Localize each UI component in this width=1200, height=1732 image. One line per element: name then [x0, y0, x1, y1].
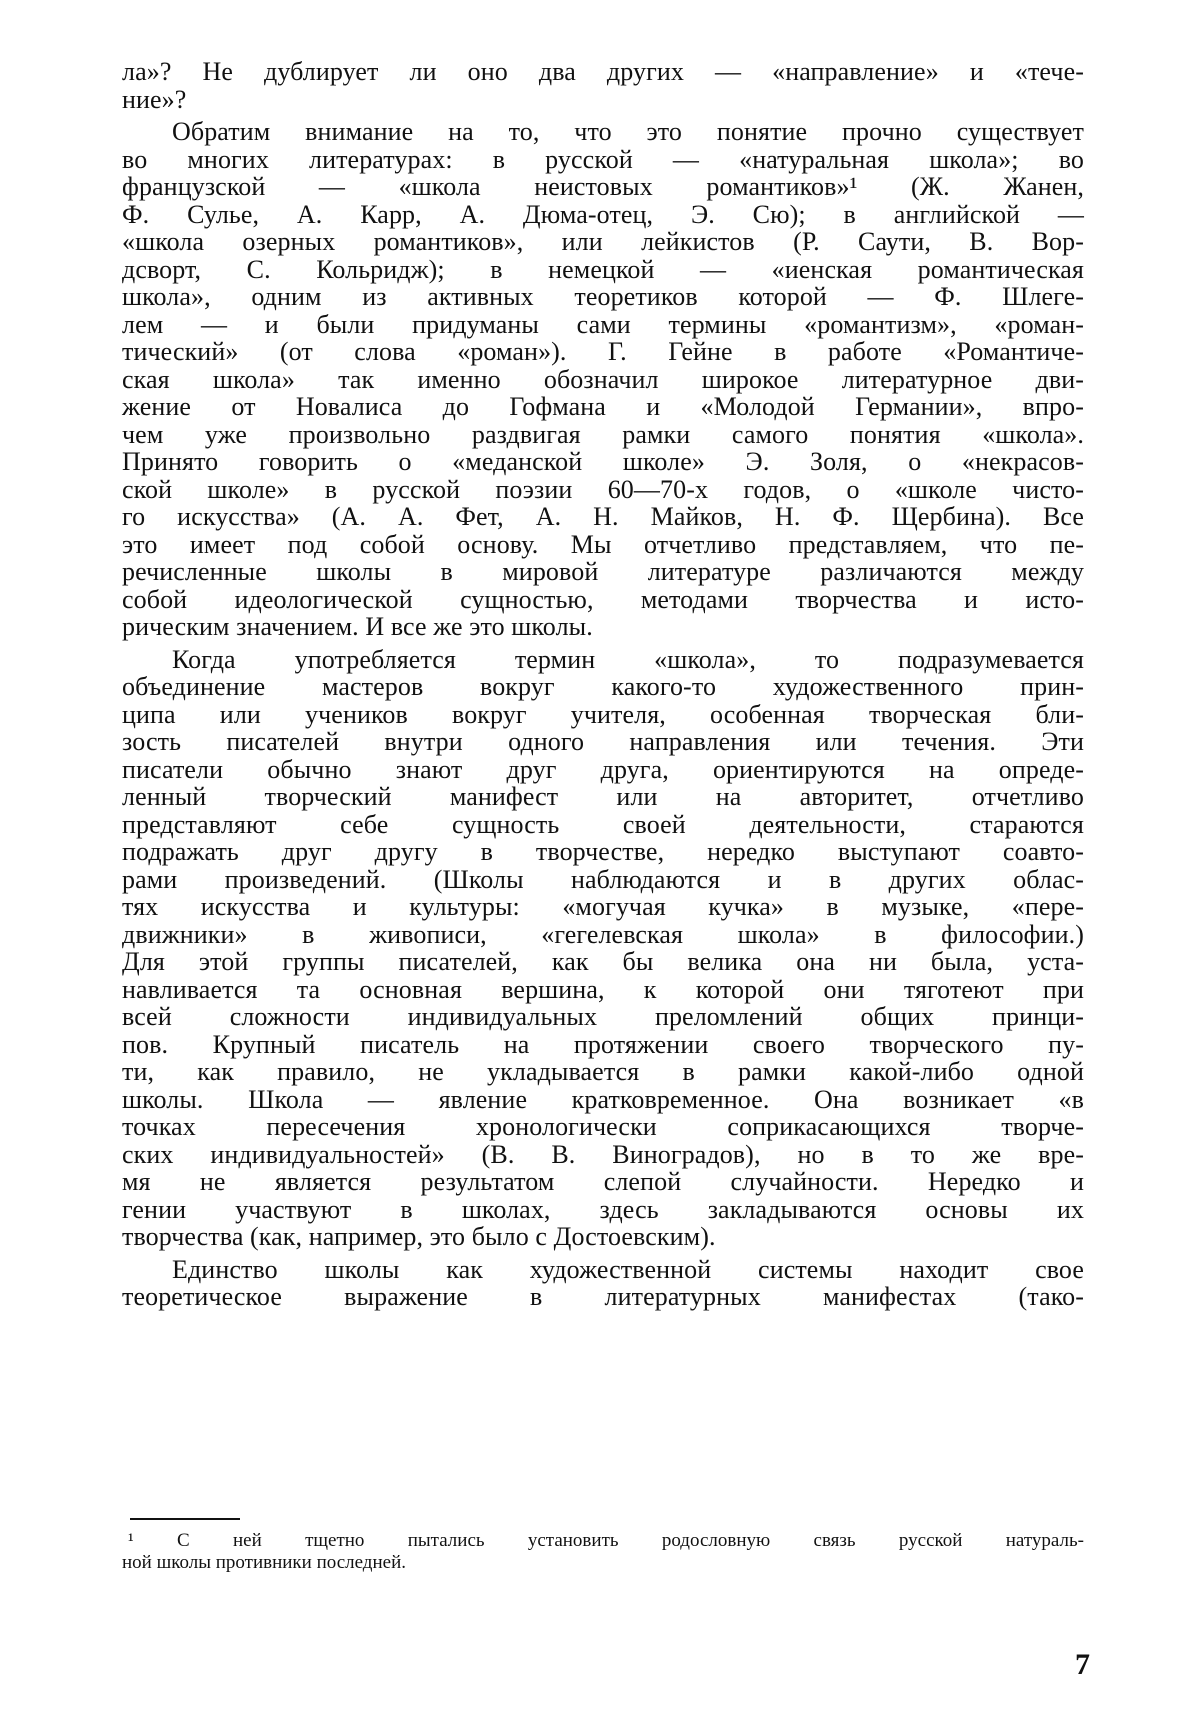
- text-line: гении участвуют в школах, здесь закладываются основы их: [122, 1194, 1084, 1224]
- text-line: тический» (от слова «роман»). Г. Гейне в работе «Романтиче-: [122, 337, 1084, 366]
- text-line: школы. Школа — явление кратковременное. Она возникает «в: [122, 1084, 1084, 1114]
- text-line: тях искусства и культуры: «могучая кучка» в музыке, «пере-: [122, 892, 1084, 921]
- text-line: ленный творческий манифест или на авторитет, отчетливо: [122, 782, 1084, 811]
- text-line: ской школе» в русской поэзии 60—70-х годов, о «школе чисто-: [122, 474, 1084, 504]
- text-line: объединение мастеров вокруг какого-то художественного прин-: [122, 672, 1084, 701]
- text-line: Обратим внимание на то, что это понятие прочно существует: [172, 117, 1084, 146]
- text-line: жение от Новалиса до Гофмана и «Молодой Германии», впро-: [122, 392, 1084, 421]
- text-line: рами произведений. (Школы наблюдаются и в других облас-: [122, 864, 1084, 894]
- text-line: Когда употребляется термин «школа», то подразумевается: [172, 644, 1084, 674]
- text-line: ских индивидуальностей» (В. В. Виноградов), но в то же вре-: [122, 1139, 1084, 1169]
- text-line: теоретическое выражение в литературных манифестах (тако-: [122, 1282, 1084, 1311]
- text-line: это имеет под собой основу. Мы отчетливо представляем, что пе-: [122, 529, 1084, 559]
- text-line: навливается та основная вершина, к которой они тяготеют при: [122, 974, 1084, 1004]
- footnote-line: ной школы противники последней.: [122, 1552, 406, 1573]
- text-line: «школа озерных романтиков», или лейкистов (Р. Саути, В. Вор-: [122, 227, 1084, 256]
- page-number: 7: [1075, 1648, 1090, 1681]
- text-line: творчества (как, например, это было с Достоевским).: [122, 1222, 716, 1251]
- text-line: го искусства» (А. А. Фет, А. Н. Майков, Н. Ф. Щербина). Все: [122, 502, 1084, 531]
- text-line: писатели обычно знают друг друга, ориентируются на опреде-: [122, 754, 1084, 784]
- text-line: речисленные школы в мировой литературе различаются между: [122, 557, 1084, 586]
- text-line: точках пересечения хронологически соприкасающихся творче-: [122, 1112, 1084, 1141]
- text-line: ципа или учеников вокруг учителя, особенная творческая бли-: [122, 699, 1084, 729]
- text-line: движники» в живописи, «гегелевская школа» в философии.): [122, 919, 1084, 949]
- footnote-line: ¹ С ней тщетно пытались установить родословную связь русской натураль-: [128, 1530, 1084, 1551]
- text-line: чем уже произвольно раздвигая рамки самого понятия «школа».: [122, 419, 1084, 449]
- text-line: рическим значением. И все же это школы.: [122, 612, 593, 641]
- text-line: ние»?: [122, 84, 187, 114]
- text-line: мя не является результатом слепой случайности. Нередко и: [122, 1167, 1084, 1196]
- text-line: ская школа» так именно обозначил широкое литературное дви-: [122, 364, 1084, 394]
- text-line: дсворт, С. Кольридж); в немецкой — «иенская романтическая: [122, 254, 1084, 284]
- text-line: лем — и были придуманы сами термины «романтизм», «роман-: [122, 309, 1084, 339]
- text-line: зость писателей внутри одного направления или течения. Эти: [122, 727, 1084, 756]
- text-line: представляют себе сущность своей деятельности, стараются: [122, 809, 1084, 839]
- text-line: всей сложности индивидуальных преломлений общих принци-: [122, 1002, 1084, 1031]
- text-line: ти, как правило, не укладывается в рамки какой-либо одной: [122, 1057, 1084, 1086]
- text-line: ла»? Не дублирует ли оно два других — «направление» и «тече-: [122, 57, 1084, 86]
- text-line: Единство школы как художественной системы находит свое: [172, 1254, 1084, 1284]
- body-text: [122, 58, 1084, 1311]
- text-line: собой идеологической сущностью, методами творчества и исто-: [122, 584, 1084, 614]
- text-line: школа», одним из активных теоретиков которой — Ф. Шлеге-: [122, 282, 1084, 311]
- text-line: Принято говорить о «меданской школе» Э. Золя, о «некрасов-: [122, 447, 1084, 476]
- text-line: Для этой группы писателей, как бы велика она ни была, уста-: [122, 947, 1084, 976]
- text-line: во многих литературах: в русской — «натуральная школа»; во: [122, 144, 1084, 174]
- text-line: пов. Крупный писатель на протяжении своего творческого пу-: [122, 1029, 1084, 1059]
- footnote-divider: [130, 1518, 240, 1520]
- text-line: французской — «школа неистовых романтиков»¹ (Ж. Жанен,: [122, 172, 1084, 201]
- text-line: подражать друг другу в творчестве, нередко выступают соавто-: [122, 837, 1084, 866]
- footnote: [122, 1530, 1084, 1574]
- text-line: Ф. Сулье, А. Карр, А. Дюма-отец, Э. Сю); в английской —: [122, 199, 1084, 229]
